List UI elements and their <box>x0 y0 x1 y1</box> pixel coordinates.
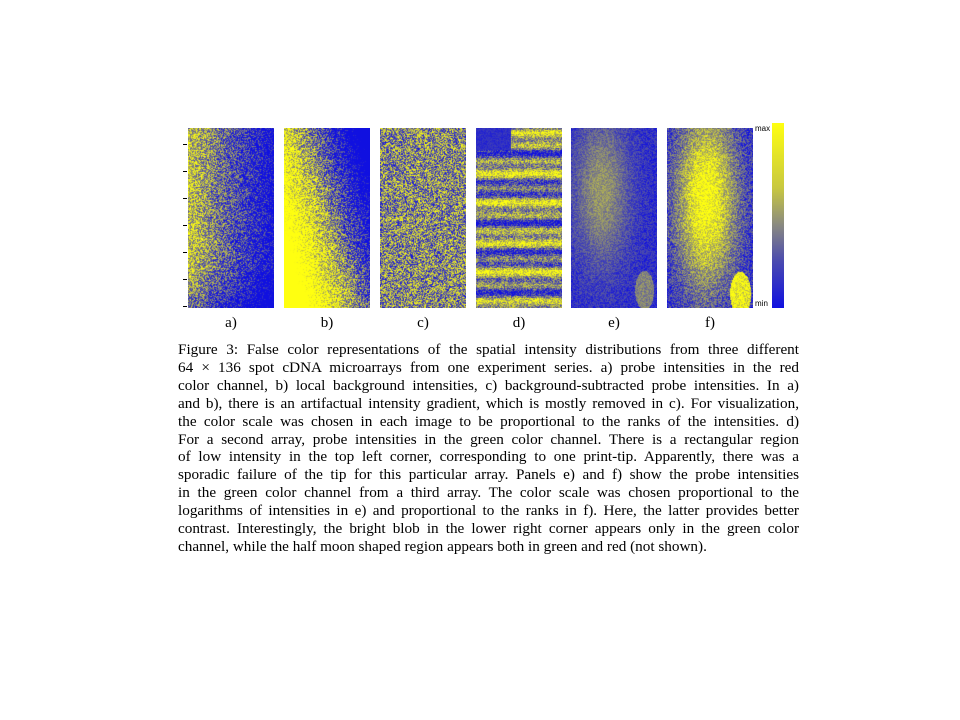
caption-line: logarithms of intensities in e) and proportional to the ranks in f). Here, the latter provides better <box>178 502 799 520</box>
tick-mark <box>183 279 187 280</box>
tick-mark <box>183 171 187 172</box>
colorbar <box>772 123 784 308</box>
heatmap-a <box>188 128 274 308</box>
tick-mark <box>183 198 187 199</box>
panel-f <box>667 128 753 308</box>
caption-line: channel, while the half moon shaped region appears both in green and red (not shown). <box>178 537 707 555</box>
panel-label-d: d) <box>512 315 526 331</box>
panel-e <box>571 128 657 308</box>
caption-line: the color scale was chosen in each image to be proportional to the ranks of the intensities. d) <box>178 412 799 430</box>
panel-label-e: e) <box>608 315 620 331</box>
heatmap-d <box>476 128 562 308</box>
caption-line: For a second array, probe intensities in the green color channel. There is a rectangular region <box>178 430 799 448</box>
panel-label-b: b) <box>320 315 334 331</box>
tick-mark <box>183 225 187 226</box>
tick-mark <box>183 306 187 307</box>
caption-line: of low intensity in the top left corner, corresponding to one print-tip. Apparently, there was a <box>178 448 799 466</box>
caption-line: Figure 3: False color representations of the spatial intensity distributions from three different <box>178 341 799 358</box>
panel-a <box>188 128 274 308</box>
heatmap-f <box>667 128 753 308</box>
figure-panels <box>180 120 800 335</box>
colorbar-max-label: max <box>755 124 771 133</box>
panel-label-c: c) <box>417 315 429 331</box>
caption-line: 64 × 136 spot cDNA microarrays from one experiment series. a) probe intensities in the red <box>178 358 799 376</box>
heatmap-c <box>380 128 466 308</box>
heatmap-b <box>284 128 370 308</box>
panel-d <box>476 128 562 308</box>
caption-line: in the green color channel from a third array. The color scale was chosen proportional to the <box>178 484 799 502</box>
caption-line: color channel, b) local background intensities, c) background-subtracted probe intensities. In a) <box>178 376 799 394</box>
panel-b <box>284 128 370 308</box>
caption-line: sporadic failure of the tip for this particular array. Panels e) and f) show the probe intensities <box>178 466 799 484</box>
figure-caption <box>178 341 799 556</box>
tick-mark <box>183 252 187 253</box>
tick-marks <box>183 128 188 308</box>
heatmap-e <box>571 128 657 308</box>
tick-mark <box>183 144 187 145</box>
panel-label-a: a) <box>225 315 237 331</box>
panel-label-f: f) <box>705 315 715 331</box>
caption-line: and b), there is an artifactual intensity gradient, which is mostly removed in c). For visualization, <box>178 394 799 412</box>
colorbar-min-label: min <box>755 299 768 308</box>
panel-c <box>380 128 466 308</box>
caption-line: contrast. Interestingly, the bright blob in the lower right corner appears only in the green color <box>178 520 799 538</box>
